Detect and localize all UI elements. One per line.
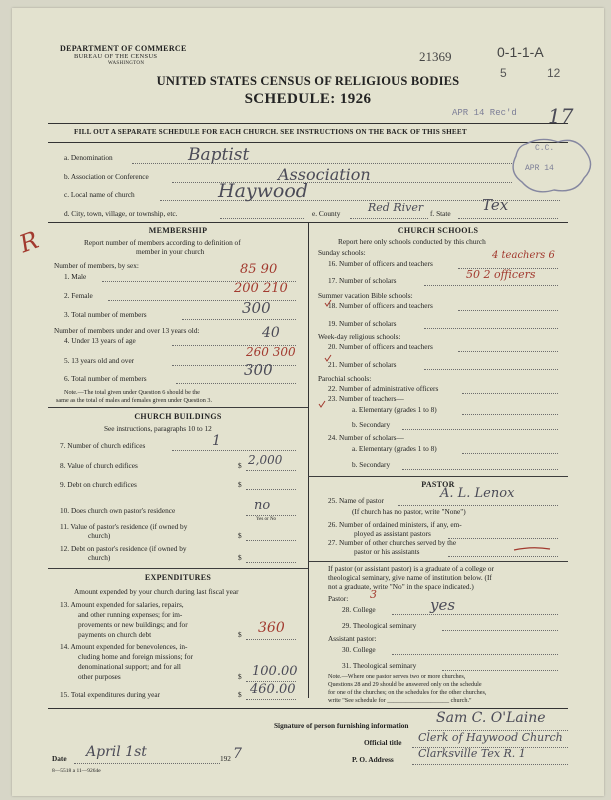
- date-value: April 1st: [86, 744, 147, 760]
- official-title-value: Clerk of Haywood Church: [418, 731, 563, 744]
- q15-value: 460.00: [250, 682, 296, 697]
- department-label: DEPARTMENT OF COMMERCE: [60, 44, 187, 53]
- weekday-label: Week-day religious schools:: [318, 332, 401, 341]
- q16-label: 16. Number of officers and teachers: [328, 259, 433, 268]
- grad-text-2: theological seminary, give name of institution below. (If: [328, 573, 492, 582]
- q13-line1: 13. Amount expended for salaries, repairs,: [60, 600, 184, 609]
- q15-dollar: $: [238, 690, 242, 699]
- q13-value: 360: [258, 620, 285, 636]
- association-label: b. Association or Conference: [64, 172, 149, 181]
- census-schedule-page: [12, 8, 604, 796]
- q7-value: 1: [212, 433, 221, 449]
- expenditures-intro: Amount expended by your church during last fiscal year: [74, 587, 239, 596]
- buildings-intro: See instructions, paragraphs 10 to 12: [104, 424, 212, 433]
- q27-dash-mark: [512, 544, 552, 554]
- q3-value: 300: [242, 299, 271, 317]
- q14-line1: 14. Amount expended for benevolences, in-: [60, 642, 188, 651]
- q2-value: 200 210: [234, 281, 288, 296]
- po-address-value: Clarksville Tex R. 1: [418, 747, 526, 760]
- q1-label: 1. Male: [64, 272, 87, 281]
- q11-dollar: $: [238, 531, 242, 540]
- schedule-code: 0-1-1-A: [497, 44, 544, 60]
- cc-stamp-date: APR 14: [525, 164, 554, 173]
- year-value: 7: [233, 746, 242, 762]
- q8-dollar: $: [238, 461, 242, 470]
- q27-label-b: pastor or his assistants: [354, 547, 420, 556]
- q29-label: 29. Theological seminary: [342, 621, 417, 630]
- q4-label: 4. Under 13 years of age: [64, 336, 136, 345]
- parochial-label: Parochial schools:: [318, 374, 372, 383]
- form-number: 8—5518 a 11—9264e: [52, 768, 101, 774]
- q21-label: 21. Number of scholars: [328, 360, 397, 369]
- city-field-label: d. City, town, village, or township, etc.: [64, 209, 178, 218]
- q2-label: 2. Female: [64, 291, 93, 300]
- q11-label-a: 11. Value of pastor's residence (if owned by: [60, 522, 188, 531]
- q31-label: 31. Theological seminary: [342, 661, 417, 670]
- vacation-label: Summer vacation Bible schools:: [318, 291, 413, 300]
- q26-label-b: ployed as assistant pastors: [354, 529, 431, 538]
- po-address-label: P. O. Address: [352, 755, 394, 764]
- q5-label: 5. 13 years old and over: [64, 356, 135, 365]
- yes-no-hint: Yes or No: [256, 517, 277, 522]
- assistant-pastor-label: Assistant pastor:: [328, 634, 377, 643]
- q22-label: 22. Number of administrative officers: [328, 384, 439, 393]
- q14-line2: cluding home and foreign missions; for: [78, 652, 193, 661]
- column-divider: [308, 222, 309, 698]
- red-check-mark: [324, 299, 332, 307]
- schedule-title: SCHEDULE: 1926: [244, 91, 372, 107]
- q15-label: 15. Total expenditures during year: [60, 690, 161, 699]
- q6-label: 6. Total number of members: [64, 374, 147, 383]
- signature-value: Sam C. O'Laine: [436, 710, 546, 726]
- q23b-label: b. Secondary: [352, 420, 391, 429]
- grad-text-1: If pastor (or assistant pastor) is a graduate of a college or: [328, 564, 494, 573]
- q20-label: 20. Number of officers and teachers: [328, 342, 433, 351]
- q9-label: 9. Debt on church edifices: [60, 480, 137, 489]
- q8-value: 2,000: [248, 453, 283, 467]
- membership-title: MEMBERSHIP: [148, 226, 208, 235]
- membership-note2: same as the total of males and females given under Question 3.: [56, 397, 213, 404]
- membership-intro1: Report number of members according to definition of: [84, 238, 241, 247]
- signature-label: Signature of person furnishing information: [274, 721, 409, 730]
- association-value: Association: [278, 165, 371, 184]
- q25-note: (If church has no pastor, write "None"): [352, 507, 466, 516]
- q12-label-a: 12. Debt on pastor's residence (if owned by: [60, 544, 187, 553]
- denomination-value: Baptist: [188, 145, 250, 165]
- q18-label: 18. Number of officers and teachers: [328, 301, 433, 310]
- grad-text-3: not a graduate, write "No" in the space indicated.): [328, 582, 474, 591]
- q24-label: 24. Number of scholars—: [328, 433, 404, 442]
- q3-label: 3. Total number of members: [64, 310, 147, 319]
- q25-label: 25. Name of pastor: [328, 496, 384, 505]
- q24b-label: b. Secondary: [352, 460, 391, 469]
- under-over-label: Number of members under and over 13 years old:: [54, 326, 200, 335]
- handwritten-17: 17: [548, 104, 574, 128]
- q27-label-a: 27. Number of other churches served by the: [328, 538, 457, 547]
- form-title: UNITED STATES CENSUS OF RELIGIOUS BODIES: [156, 74, 460, 88]
- cc-stamp-top: C.C.: [535, 144, 555, 153]
- q4-value: 40: [262, 325, 280, 341]
- date-label: Date: [52, 754, 67, 763]
- membership-note1: Note.—The total given under Question 6 should be the: [64, 389, 200, 396]
- q10-label: 10. Does church own pastor's residence: [60, 506, 176, 515]
- city-label: WASHINGTON: [108, 61, 145, 66]
- q13-line2: and other running expenses; for im-: [78, 610, 183, 619]
- by-sex-label: Number of members, by sex:: [54, 261, 139, 270]
- q14-value: 100.00: [252, 664, 298, 679]
- red-r-mark: R: [15, 225, 43, 259]
- state-value: Tex: [482, 196, 509, 214]
- received-stamp: APR 14 Rec'd: [452, 108, 517, 118]
- local-name-value: Haywood: [218, 180, 308, 202]
- q28-value: yes: [430, 596, 456, 614]
- q9-dollar: $: [238, 480, 242, 489]
- q13-line4: payments on church debt: [78, 630, 152, 639]
- pastor-note-2: Questions 28 and 29 should be answered only on the schedule: [328, 681, 482, 688]
- pastor-note-3: for one of the churches; on the schedules for the other churches,: [328, 689, 487, 696]
- official-title-label: Official title: [364, 738, 402, 747]
- q30-label: 30. College: [342, 645, 376, 654]
- q28-label: 28. College: [342, 605, 376, 614]
- q14-dollar: $: [238, 672, 242, 681]
- q23-label: 23. Number of teachers—: [328, 394, 404, 403]
- sunday-schools-label: Sunday schools:: [318, 248, 366, 257]
- q14-line3: denominational support; and for all: [78, 662, 181, 671]
- instruction-banner: FILL OUT A SEPARATE SCHEDULE FOR EACH CHURCH. SEE INSTRUCTIONS ON THE BACK OF THIS SHEET: [74, 128, 467, 136]
- q14-line4: other purposes: [78, 672, 121, 681]
- pastor-sub-label: Pastor:: [328, 594, 349, 603]
- schedule-code-sub2: 12: [547, 66, 561, 80]
- q11-label-b: church): [88, 531, 111, 540]
- q8-label: 8. Value of church edifices: [60, 461, 138, 470]
- q1-value: 85 90: [240, 262, 278, 277]
- q5-value: 260 300: [246, 345, 296, 359]
- q19-label: 19. Number of scholars: [328, 319, 397, 328]
- schools-intro: Report here only schools conducted by this church: [338, 237, 486, 246]
- red-check-mark: [318, 400, 326, 408]
- expenditures-title: EXPENDITURES: [144, 573, 212, 582]
- q12-label-b: church): [88, 553, 111, 562]
- bureau-label: BUREAU OF THE CENSUS: [74, 53, 158, 60]
- county-value: Red River: [368, 201, 424, 214]
- q13-line3: provements or new buildings; and for: [78, 620, 188, 629]
- pastor-note-1: Note.—Where one pastor serves two or more churches,: [328, 673, 466, 680]
- q12-dollar: $: [238, 553, 242, 562]
- pastor-title: PASTOR: [421, 480, 455, 489]
- schools-title: CHURCH SCHOOLS: [397, 226, 479, 235]
- q16-value: 4 teachers 6: [492, 250, 555, 261]
- q23a-label: a. Elementary (grades 1 to 8): [352, 405, 437, 414]
- q6-value: 300: [244, 361, 273, 379]
- buildings-title: CHURCH BUILDINGS: [134, 412, 222, 421]
- schedule-number: 21369: [419, 49, 452, 64]
- q13-dollar: $: [238, 630, 242, 639]
- state-label: f. State: [430, 209, 451, 218]
- q17-label: 17. Number of scholars: [328, 276, 397, 285]
- pastor-note-4: write "See schedule for ____________________ church.": [328, 697, 472, 704]
- q26-label-a: 26. Number of ordained ministers, if any, em-: [328, 520, 462, 529]
- red-check-mark: [324, 354, 332, 362]
- q10-value: no: [254, 498, 271, 513]
- membership-intro2: member in your church: [136, 247, 205, 256]
- pastor-count-mark: 3: [370, 588, 377, 601]
- year-prefix: 192: [220, 754, 231, 763]
- county-label: e. County: [312, 209, 341, 218]
- q24a-label: a. Elementary (grades 1 to 8): [352, 444, 437, 453]
- denomination-label: a. Denomination: [64, 153, 113, 162]
- local-name-label: c. Local name of church: [64, 190, 135, 199]
- q25-value: A. L. Lenox: [440, 486, 515, 501]
- q7-label: 7. Number of church edifices: [60, 441, 146, 450]
- q17-value: 50 2 officers: [466, 268, 536, 281]
- schedule-code-sub1: 5: [500, 66, 507, 80]
